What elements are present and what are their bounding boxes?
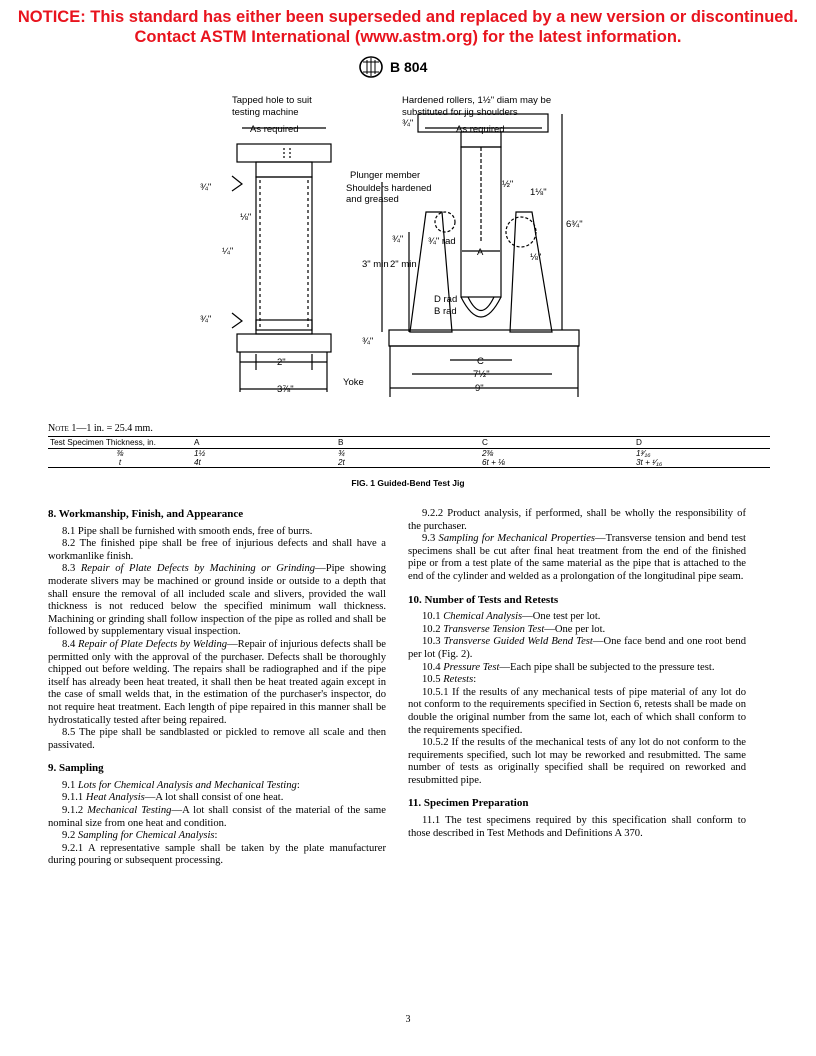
paragraph: 10.3 Transverse Guided Weld Bend Test—One face bend and one root bend per lot (Fig. 2). [408,636,746,660]
label-dim-3-7-8: 3⅞" [277,384,294,395]
paragraph: 8.5 The pipe shall be sandblasted or pickled to remove all scale and then passivated. [48,727,386,751]
table-cell: t [48,458,192,468]
label-b-rad: B rad [434,306,457,317]
label-dim-3-4-top: ¾" [402,118,414,129]
label-as-required-right: As required [456,124,505,135]
page-number: 3 [405,1014,411,1025]
paragraph: 9.1.2 Mechanical Testing—A lot shall consist of the material of the same nominal size from one heat and condition. [48,805,386,829]
paragraph: 8.4 Repair of Plate Defects by Welding—Repair of injurious defects shall be permitted only with the approval of the purchaser. Defects shall be thoroughly chipped out before welding. The repairs shall be radiographed and if the pipe itself has already been heat treated, it shall then be heat treated again except in the case of small welds that, in the estimation of the purchaser's inspector, do not require heat treatment. Each length of pipe repaired in this manner shall be hydrostatically tested after being repaired. [48,638,386,726]
label-as-required-left: As required [250,124,299,135]
table-cell: 4t [192,458,336,468]
table-cell: 1½ [194,449,206,458]
table-cell: ¾ [338,449,345,458]
astm-logo-icon [358,56,384,78]
dimension-table [48,436,770,468]
label-dim-7-1-2: 7½" [473,369,490,380]
label-dim-6-3-4: 6¾" [566,219,583,230]
table-row [48,458,770,468]
paragraph: 9.2 Sampling for Chemical Analysis: [62,830,218,842]
notice-line-2: Contact ASTM International (www.astm.org) for the latest information. [134,28,682,46]
label-testing-machine: testing machine [232,107,299,118]
notice-banner [0,7,816,47]
paragraph: 10.5 Retests: [422,674,477,686]
paragraph: 10.5.2 If the results of the mechanical tests of any lot do not conform to the requirements specified, such lot may be reworked and resubmitted. The same number of tests as originally specified shall be required on reworked and resubmitted pipe. [408,737,746,786]
section-heading: 10. Number of Tests and Retests [408,593,559,606]
left-column [48,508,386,868]
notice-line-1: NOTICE: This standard has either been superseded and replaced by a new version or discontinued. [17,8,799,26]
label-dim-3-4-yoke: ¾" [392,234,404,245]
table-header: C [480,437,634,449]
section-heading: 11. Specimen Preparation [408,797,529,810]
paragraph: 10.5.1 If the results of any mechanical tests of pipe material of any lot do not conform to the requirements specified in Section 6, retests shall be made on double the original number from the same lot, each of which shall conform to the requirements specified. [408,686,746,736]
designation-header [358,56,427,78]
paragraph: 10.4 Pressure Test—Each pipe shall be subjected to the pressure test. [422,661,715,673]
table-row [48,449,770,459]
table-cell: 2t [336,458,480,468]
label-dim-3-4-left: ¾" [200,182,212,193]
label-dim-1-1-8: 1⅛" [530,187,547,198]
label-dim-3-4-lower: ¾" [200,314,212,325]
paragraph: 10.2 Transverse Tension Test—One per lot. [422,623,606,635]
label-dim-1-4: ¼" [222,246,234,257]
paragraph: 11.1 The test specimens required by this specification shall conform to those described in Test Methods and Definitions A 370. [408,815,746,839]
label-dim-3-4-base: ¾" [362,336,374,347]
jig-drawing [180,92,630,422]
paragraph: 8.1 Pipe shall be furnished with smooth ends, free of burrs. [62,525,313,537]
label-d-rad: D rad [434,294,458,305]
paragraph: 8.2 The finished pipe shall be free of injurious defects and shall have a workmanlike finish. [48,538,386,562]
label-dim-1-8-right: ⅛" [530,252,542,263]
label-c: C [477,356,484,367]
paragraph: 9.1 Lots for Chemical Analysis and Mechanical Testing: [62,779,300,791]
label-greased: and greased [346,194,399,205]
section-heading: 8. Workmanship, Finish, and Appearance [48,508,244,520]
section-heading: 9. Sampling [48,762,104,775]
right-column [408,508,746,840]
label-plunger: Plunger member [350,170,421,181]
table-cell: 6t + ⅛ [480,458,634,468]
label-shoulders: Shoulders hardened [346,183,432,194]
label-dim-1-2: ½" [502,179,514,190]
label-a: A [477,247,484,258]
label-substituted: substituted for jig shoulders [402,107,518,118]
note-prefix: Note 1 [48,423,77,434]
label-tapped-hole: Tapped hole to suit [232,95,312,106]
table-header: D [634,437,770,449]
table-header-row [48,437,770,449]
designation-text: B 804 [390,59,428,75]
label-dim-9: 9" [475,383,484,394]
paragraph: 10.1 Chemical Analysis—One test per lot. [422,611,601,623]
table-header: A [192,437,336,449]
paragraph: 9.2.1 A representative sample shall be taken by the plate manufacturer during pouring or subsequent processing. [48,842,386,867]
paragraph: 9.2.2 Product analysis, if performed, shall be wholly the responsibility of the purchaser. [408,508,746,532]
table-header: Test Specimen Thickness, in. [48,437,192,449]
label-yoke: Yoke [343,377,364,388]
guided-bend-jig-figure [180,92,630,422]
figure-caption: FIG. 1 Guided-Bend Test Jig [351,478,465,488]
figure-note [48,423,153,434]
label-dim-2in: 2" [277,357,286,368]
paragraph: 9.3 Sampling for Mechanical Properties—Transverse tension and bend test specimens shall be cut after final heat treatment from the end of the finished pipe or from a test plate of the same material as the pipe that is attached to the end of the cylinder and welded as a prolongation of the longitudinal pipe seam. [408,533,746,582]
note-text: —1 in. = 25.4 mm. [76,423,153,434]
label-dim-3-min: 3" min [362,259,389,270]
label-dim-2-min: 2" min [390,259,417,270]
table-cell: ⅜ [116,449,124,458]
table-cell: 2⅜ [482,449,494,458]
label-hardened-rollers: Hardened rollers, 1½" diam may be [402,95,552,106]
table-header: B [336,437,480,449]
table-cell: 1³⁄₁₆ [636,449,651,458]
label-dim-1-8: ⅛" [240,212,252,223]
table-cell: 3t + ¹⁄₁₆ [634,458,770,468]
label-dim-3-4-rad: ¾" rad [428,236,456,247]
paragraph: 8.3 Repair of Plate Defects by Machining or Grinding—Pipe showing moderate slivers may be machined or ground inside or outside to a depth that shall ensure the removal of all included scale and slivers, provided the wall thickness is not reduced below the specified minimum wall thickness. Machining or grinding shall follow inspection of the pipe as rolled and shall be followed by supplementary visual inspection. [48,563,386,638]
paragraph: 9.1.1 Heat Analysis—A lot shall consist of one heat. [62,792,284,804]
